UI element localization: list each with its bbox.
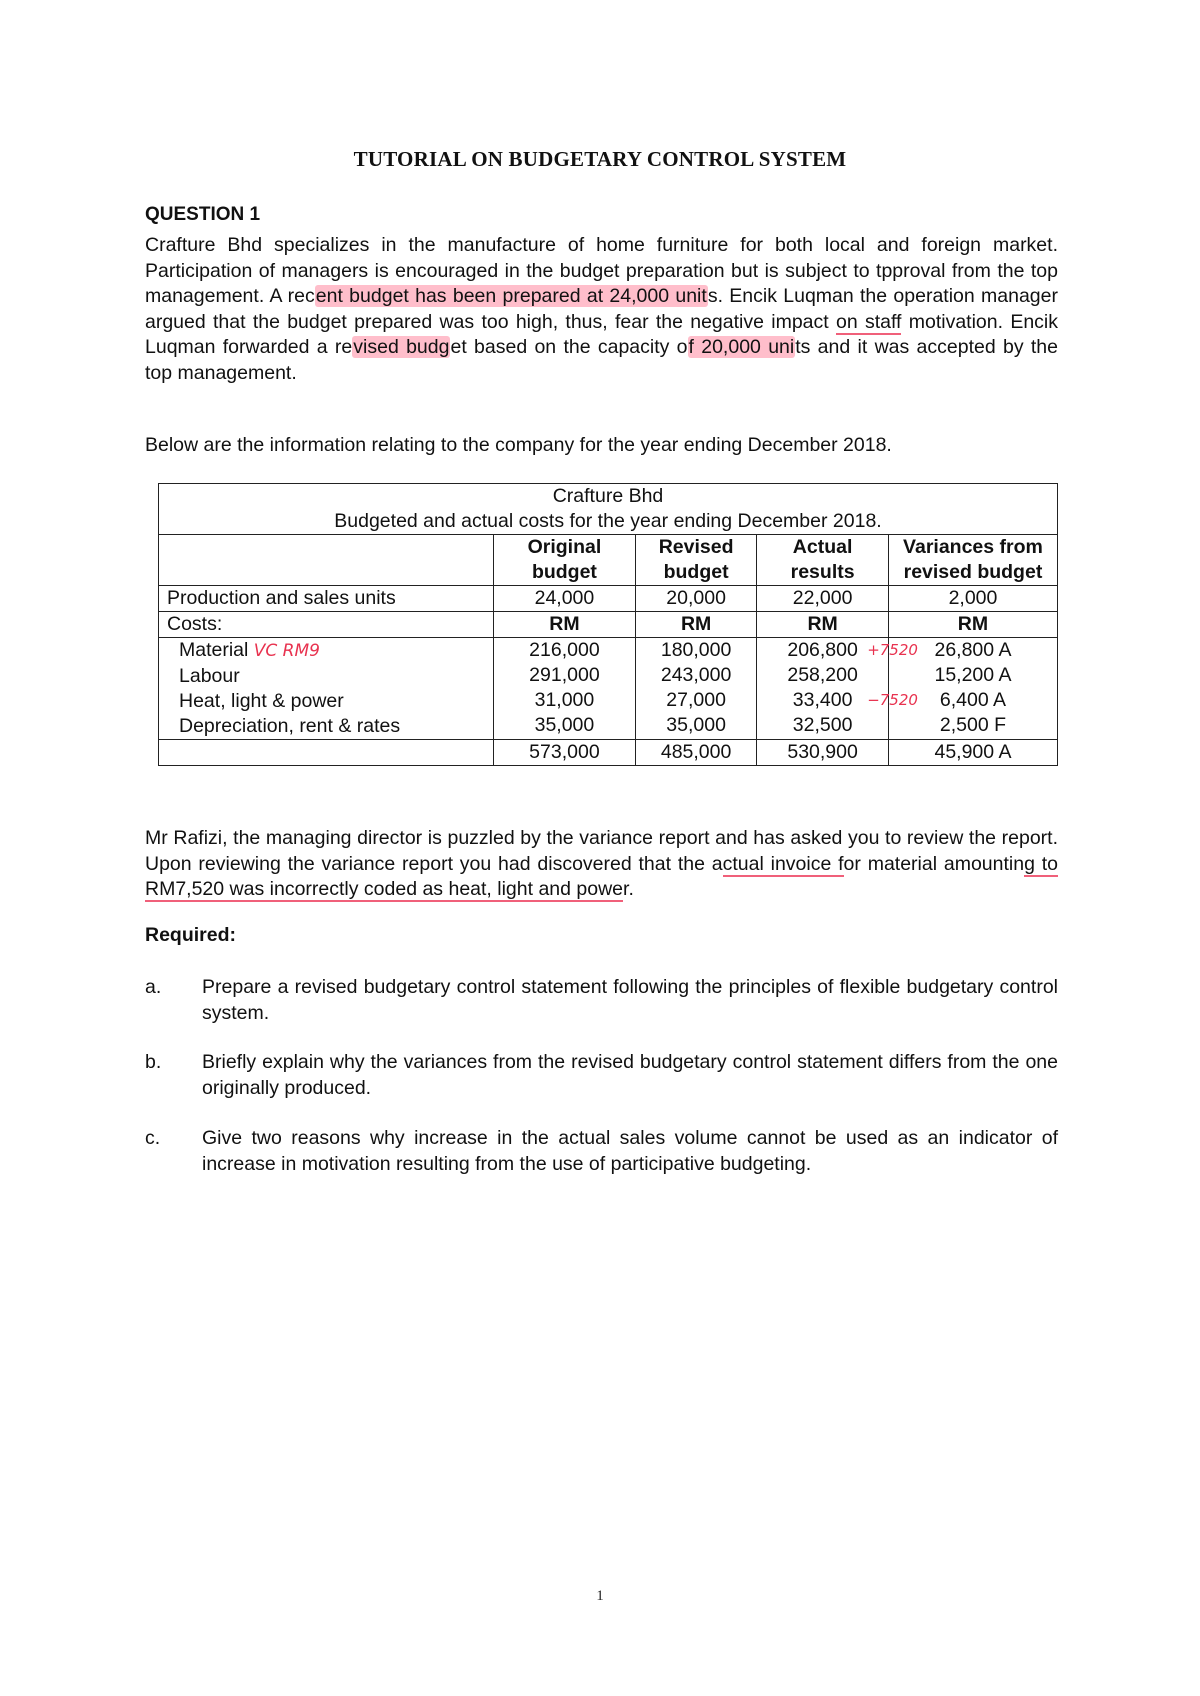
cost-label-material — [179, 638, 485, 664]
page-number: 1 — [596, 1588, 604, 1604]
item-label: a. — [145, 976, 162, 998]
cell: 206,800 +7520 — [787, 639, 918, 661]
cell: 2,000 — [888, 586, 1057, 612]
highlight-20000-units: f 20,000 uni — [688, 336, 795, 359]
cell: 15,200 A — [934, 664, 1012, 686]
cost-label-heat: Heat, light & power — [179, 690, 344, 712]
cell: 22,000 — [757, 586, 889, 612]
cell: 24,000 — [493, 586, 635, 612]
table-subtitle: Budgeted and actual costs for the year ending December 2018. — [334, 510, 882, 532]
underline-on-staff: on staff — [835, 310, 902, 333]
company-name: Crafture Bhd — [552, 485, 664, 507]
item-text: Briefly explain why the variances from the revised budgetary control statement differs from the one originally produced. — [202, 1051, 1058, 1099]
cell: RM — [635, 612, 756, 638]
revised-budget-costs — [635, 638, 756, 740]
cell: 180,000 — [660, 639, 732, 661]
item-text: Prepare a revised budgetary control statement following the principles of flexible budgetary control system. — [202, 976, 1058, 1024]
table-header-company — [159, 484, 1058, 535]
cost-label-labour: Labour — [179, 665, 240, 687]
below-text: Below are the information relating to the company for the year ending December 2018. — [145, 434, 892, 456]
table-title — [159, 484, 1058, 535]
cell: 26,800 A — [934, 639, 1012, 661]
table-row-costs — [159, 612, 1058, 638]
intro-text-1: Crafture Bhd specializes in the manufacture of home furniture for both local and foreign market. Participation of managers is encouraged in the budget preparation but is subject to tpproval from the top management. A rec — [145, 234, 1058, 308]
cell: 573,000 — [493, 740, 635, 766]
question-heading: QUESTION 1 — [145, 204, 261, 225]
blank-header-cell — [159, 535, 494, 586]
table-row-cost-items — [159, 638, 1058, 740]
cell: 27,000 — [666, 689, 726, 711]
cell: 2,500 F — [939, 714, 1007, 736]
item-label: c. — [145, 1127, 161, 1149]
budget-table — [158, 483, 1058, 766]
row-label: Costs: — [159, 612, 494, 638]
item-text: Give two reasons why increase in the actual sales volume cannot be used as an indicator of increase in motivation resulting from the use of participative budgeting. — [202, 1127, 1058, 1175]
rafizi-text-1: Mr Rafizi, the managing director is puzzled by the variance report and has asked you to review the report. Upon reviewing the variance report you had discovered that the a — [145, 827, 1058, 875]
cell: RM — [888, 612, 1057, 638]
table-row-units — [159, 586, 1058, 612]
cell: 530,900 — [757, 740, 889, 766]
cell: RM — [757, 612, 889, 638]
rafizi-paragraph — [145, 826, 1058, 903]
intro-paragraph — [145, 233, 1058, 387]
rafizi-text-3: r. — [623, 878, 634, 901]
cell: 6,400 A — [939, 689, 1007, 711]
table-column-headers — [159, 535, 1058, 586]
cell: 485,000 — [635, 740, 756, 766]
cell: 20,000 — [635, 586, 756, 612]
cost-item-labels — [159, 638, 494, 740]
cell: 243,000 — [660, 664, 732, 686]
row-label: Production and sales units — [159, 586, 494, 612]
cell: 291,000 — [529, 664, 600, 686]
cell: 45,900 A — [888, 740, 1057, 766]
original-budget-costs — [493, 638, 635, 740]
required-heading: Required: — [145, 924, 237, 946]
intro-text-4: et based on the capacity o — [450, 336, 688, 359]
cell: 35,000 — [534, 714, 595, 736]
actual-results-costs — [757, 638, 918, 740]
col-header-variances: Variances from revised budget — [888, 535, 1057, 586]
total-label-cell — [159, 740, 494, 766]
cell: 216,000 — [529, 639, 600, 661]
underline-rm7520: g to RM7,520 was incorrectly coded as heat, light and powe — [145, 852, 1059, 901]
highlight-24000-units: ent budget has been prepared at 24,000 unit — [315, 285, 707, 308]
col-header-actual: Actual results — [757, 535, 889, 586]
intro-text-2: s. Encik Luqman the operation manager argued that the budget prepared was too high, thus, fear the negative impact — [145, 285, 1058, 333]
cell: 258,200 — [787, 664, 858, 686]
underline-actual-invoice: ctual invoice f — [722, 852, 844, 875]
table-row-total — [159, 740, 1058, 766]
intro-text-3: motivation. Encik Luqman forwarded a re — [145, 310, 1058, 359]
intro-text-5: ts and it was accepted by the top management. — [145, 336, 1058, 384]
document-title: TUTORIAL ON BUDGETARY CONTROL SYSTEM — [353, 147, 847, 171]
cell: 33,400 −7520 — [792, 689, 918, 711]
rafizi-text-2: or material amountin — [843, 852, 1025, 875]
cost-label-depreciation: Depreciation, rent & rates — [179, 715, 401, 737]
item-label: b. — [145, 1051, 162, 1073]
handwritten-minus-7520: −7520 — [867, 691, 918, 709]
handwritten-plus-7520: +7520 — [867, 641, 918, 659]
cell: 31,000 — [534, 689, 595, 711]
highlight-revised-budget: vised budg — [353, 336, 450, 359]
col-header-original: Original budget — [493, 535, 635, 586]
cell: 35,000 — [666, 714, 726, 736]
handwritten-note-vc: VC RM9 — [253, 641, 320, 661]
cell: RM — [493, 612, 635, 638]
col-header-revised: Revised budget — [635, 535, 756, 586]
cell: 32,500 — [792, 714, 853, 736]
material-label: Material — [179, 639, 249, 661]
